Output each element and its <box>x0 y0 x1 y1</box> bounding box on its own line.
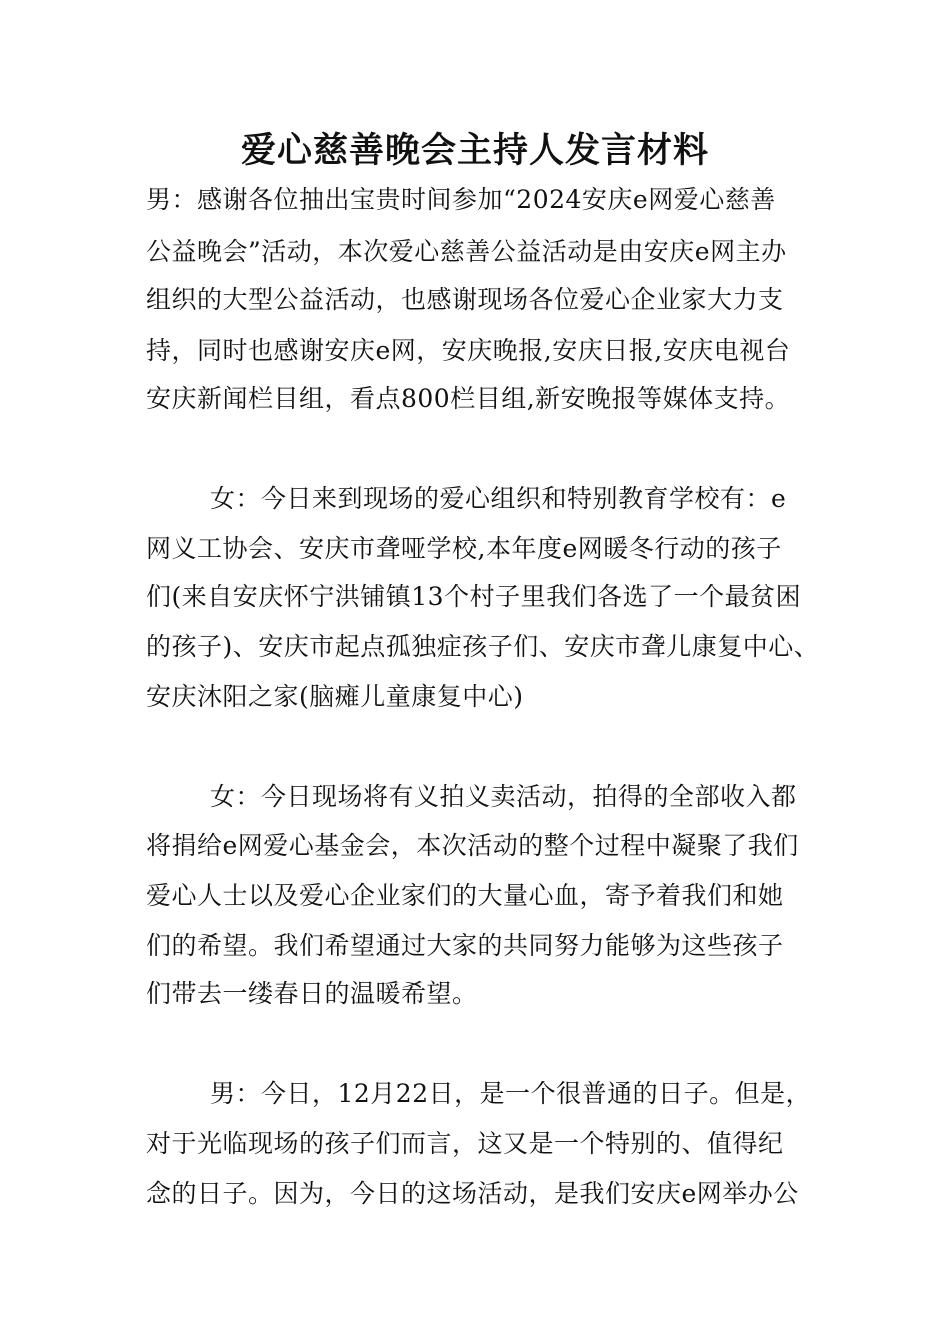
paragraph-1-line-5: 安庆新闻栏目组，看点800栏目组,新安晚报等媒体支持。 <box>146 384 791 413</box>
paragraph-3-line-1: 女：今日现场将有义拍义卖活动，拍得的全部收入都 <box>210 782 797 811</box>
paragraph-4-line-1: 男：今日，12月22日，是一个很普通的日子。但是， <box>210 1079 812 1108</box>
paragraph-2-line-4: 的孩子)、安庆市起点孤独症孩子们、安庆市聋儿康复中心、 <box>146 632 820 661</box>
paragraph-2-line-2: 网义工协会、安庆市聋哑学校,本年度e网暖冬行动的孩子 <box>146 534 782 563</box>
paragraph-1-line-4: 持，同时也感谢安庆e网，安庆晚报,安庆日报,安庆电视台 <box>146 336 791 365</box>
paragraph-3-line-3: 爱心人士以及爱心企业家们的大量心血，寄予着我们和她 <box>146 881 784 910</box>
paragraph-3-line-2: 将捐给e网爱心基金会，本次活动的整个过程中凝聚了我们 <box>146 831 799 860</box>
paragraph-2-line-1: 女：今日来到现场的爱心组织和特别教育学校有：e <box>210 484 787 513</box>
paragraph-4-line-2: 对于光临现场的孩子们而言，这又是一个特别的、值得纪 <box>146 1129 784 1158</box>
paragraph-3-line-4: 们的希望。我们希望通过大家的共同努力能够为这些孩子 <box>146 931 784 960</box>
paragraph-2-line-5: 安庆沐阳之家(脑瘫儿童康复中心) <box>146 682 524 711</box>
paragraph-3-line-5: 们带去一缕春日的温暖希望。 <box>146 979 478 1008</box>
paragraph-1-line-1: 男：感谢各位抽出宝贵时间参加“2024安庆e网爱心慈善 <box>146 185 776 214</box>
document-title: 爱心慈善晚会主持人发言材料 <box>240 130 709 171</box>
paragraph-4-line-3: 念的日子。因为，今日的这场活动，是我们安庆e网举办公 <box>146 1179 799 1208</box>
paragraph-2-line-3: 们(来自安庆怀宁洪铺镇13个村子里我们各选了一个最贫困 <box>146 582 802 611</box>
paragraph-1-line-3: 组织的大型公益活动，也感谢现场各位爱心企业家大力支 <box>146 285 784 314</box>
paragraph-1-line-2: 公益晚会”活动，本次爱心慈善公益活动是由安庆e网主办 <box>146 237 787 266</box>
